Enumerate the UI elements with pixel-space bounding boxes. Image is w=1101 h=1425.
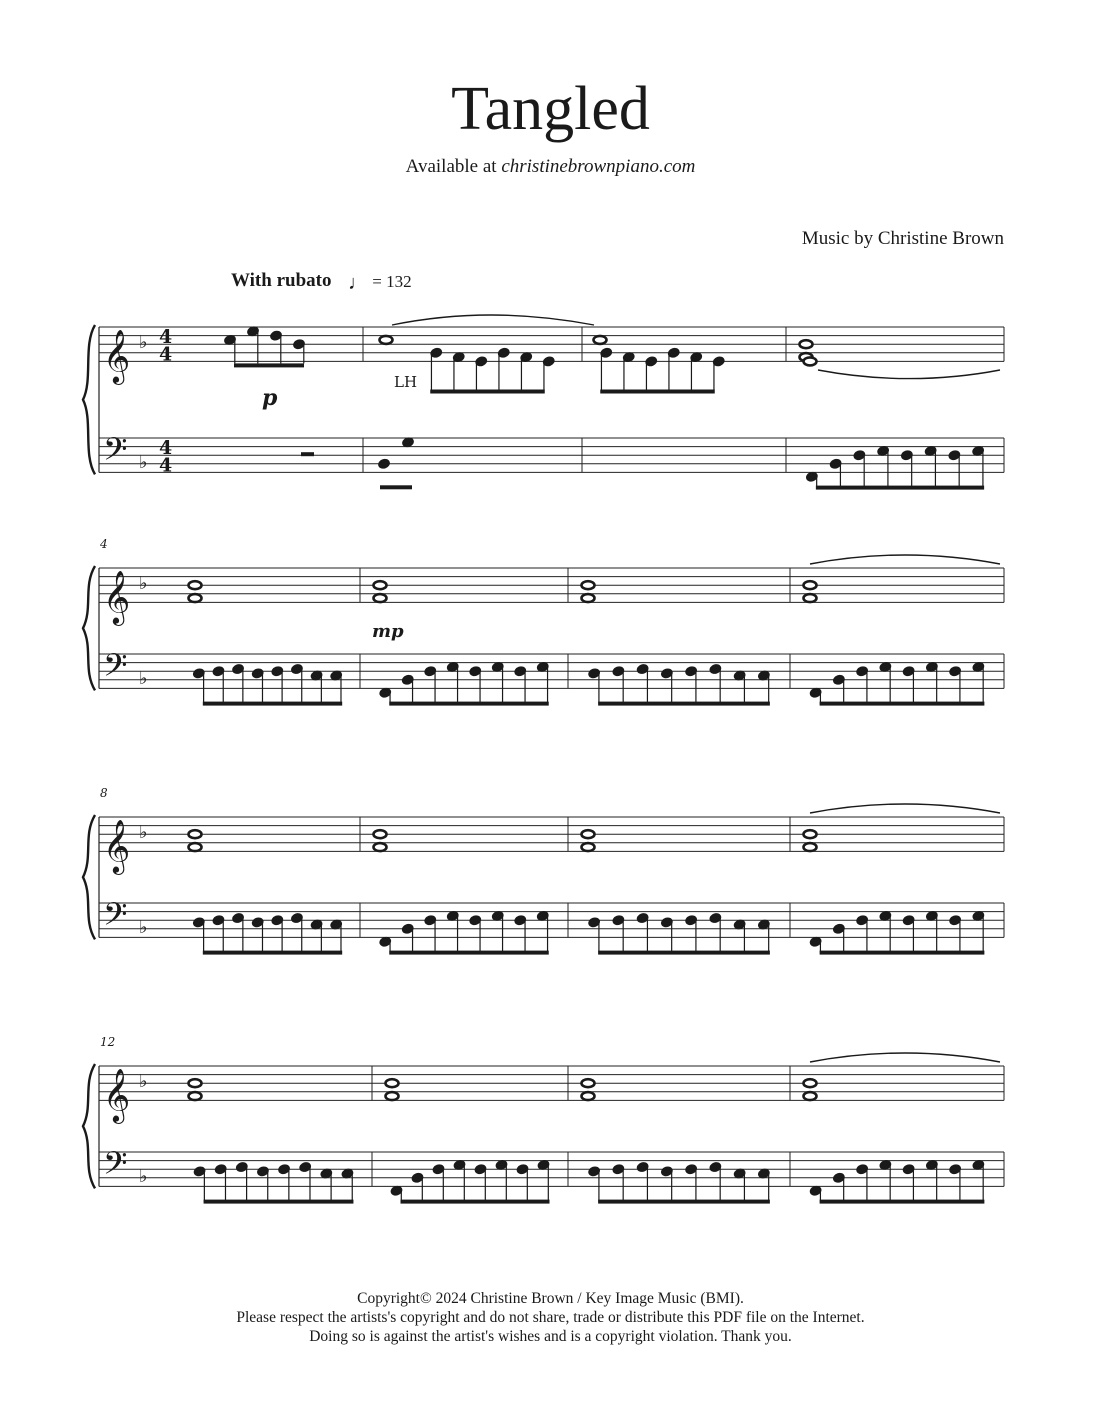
time-signature-top: 4 [159,437,173,460]
flat-key-signature-icon: ♭ [139,916,148,938]
beam [204,1200,354,1204]
beam [380,485,412,489]
whole-note [189,581,202,589]
bass-clef-icon: 𝄢 [103,430,128,475]
beam [401,1200,550,1204]
composer-credit: Music by Christine Brown [801,228,1004,249]
whole-note [804,594,817,602]
measure-number: 4 [100,537,108,551]
whole-note [189,1079,202,1087]
whole-note [189,830,202,838]
tie [810,1053,1000,1062]
brace [83,1064,95,1188]
flat-key-signature-icon: ♭ [139,573,148,595]
footer-line-1: Copyright© 2024 Christine Brown / Key Image Music (BMI). [357,1290,744,1307]
measure-number: 12 [100,1035,116,1049]
tie [810,555,1000,564]
measure-number: 8 [100,786,108,800]
treble-clef-icon: 𝄞 [103,1067,131,1122]
brace [83,815,95,939]
beam [820,702,985,706]
copyright-footer [0,1289,1101,1346]
metronome-value: = 132 [372,272,412,291]
bass-clef-icon: 𝄢 [103,895,128,940]
beam [203,702,342,706]
beam [820,951,985,955]
bass-eighth-note [378,458,390,469]
whole-note [189,594,202,602]
whole-note [582,1079,595,1087]
time-signature-bottom: 4 [159,454,173,477]
brace [83,325,95,474]
whole-note [594,336,607,344]
footer-line-3: Doing so is against the artist's wishes and is a copyright violation. Thank you. [309,1328,792,1345]
bass-clef-icon: 𝄢 [103,1144,128,1189]
lh-marking: LH [394,373,418,391]
whole-note [582,1092,595,1100]
whole-note [374,830,387,838]
whole-note [582,581,595,589]
tie [818,370,1000,379]
flat-key-signature-icon: ♭ [139,451,148,473]
beam [598,1200,770,1204]
whole-note [804,843,817,851]
whole-note [380,336,393,344]
beam [598,951,770,955]
whole-note [189,1092,202,1100]
beam [816,486,984,490]
piece-title: Tangled [451,75,650,143]
dynamic-p: p [262,385,278,411]
footer-line-2: Please respect the artists's copyright and do not share, trade or distribute this PDF file on the Internet. [236,1309,865,1326]
whole-note [582,843,595,851]
availability-prefix: Available at [405,156,497,177]
quarter-note-icon: ♩ [348,272,368,294]
beam [389,951,549,955]
whole-note [800,340,813,348]
website-link[interactable]: christinebrownpiano.com [501,156,696,177]
whole-note [374,843,387,851]
time-signature-bottom: 4 [159,343,173,366]
flat-key-signature-icon: ♭ [139,332,148,354]
treble-clef-icon: 𝄞 [103,818,131,873]
whole-note [804,581,817,589]
beam [389,702,549,706]
treble-clef-icon: 𝄞 [103,569,131,624]
whole-note [804,830,817,838]
whole-note [374,594,387,602]
flat-key-signature-icon: ♭ [139,667,148,689]
treble-clef-icon: 𝄞 [103,328,131,383]
tie [392,315,594,325]
whole-note [386,1079,399,1087]
bass-clef-icon: 𝄢 [103,646,128,691]
beam [820,1200,985,1204]
flat-key-signature-icon: ♭ [139,1165,148,1187]
whole-note [804,1079,817,1087]
flat-key-signature-icon: ♭ [139,822,148,844]
whole-note [189,843,202,851]
whole-note [386,1092,399,1100]
tie [810,804,1000,813]
whole-note [582,830,595,838]
tempo-text: With rubato [231,270,332,291]
beam [600,390,715,394]
whole-note [582,594,595,602]
flat-key-signature-icon: ♭ [139,1071,148,1093]
whole-note [374,581,387,589]
time-signature-top: 4 [159,326,173,349]
beam [234,363,304,367]
half-rest [301,452,314,456]
beam [203,951,342,955]
whole-note [804,1092,817,1100]
beam [430,390,545,394]
beam [598,702,770,706]
brace [83,566,95,690]
whole-note [804,357,817,365]
dynamic-mp: mp [372,621,404,642]
